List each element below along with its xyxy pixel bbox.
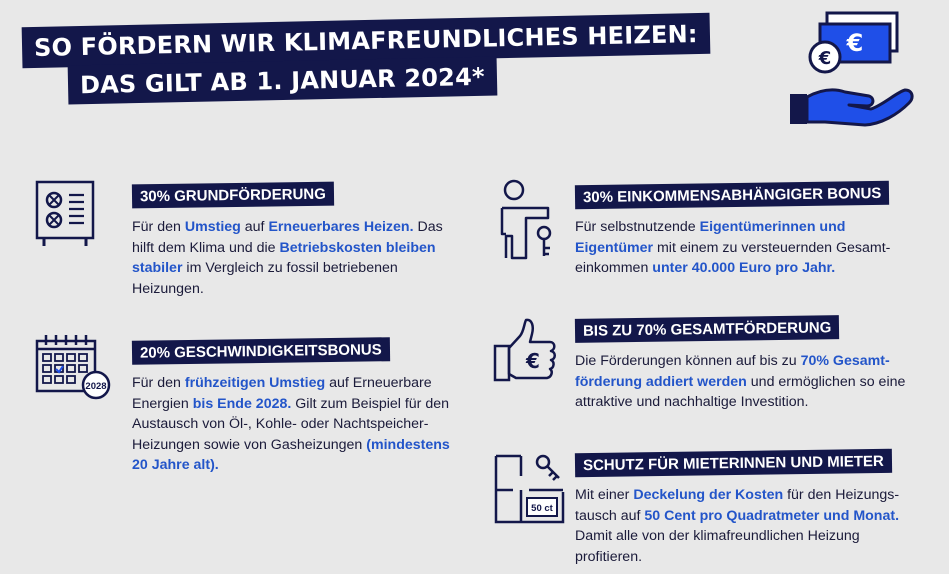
section-body (132, 373, 452, 476)
header-title-line-2: DAS GILT AB 1. JANUAR 2024* (68, 57, 497, 105)
section-geschwindigkeitsbonus (132, 339, 452, 476)
body-text: Damit alle von der klimafreundlichen Heizung profitieren. (575, 528, 860, 565)
body-text: Mit einer (575, 487, 634, 503)
section-gesamtfoerderung (575, 317, 915, 413)
floorplan-key-icon (493, 450, 565, 524)
heating-system-icon (34, 180, 96, 250)
section-body (575, 217, 915, 279)
body-text: auf Erneuerbare Energien (132, 375, 432, 412)
section-title: 30% EINKOMMENSABHÄNGIGER BONUS (575, 181, 890, 209)
highlighted-text: Umstieg (184, 219, 241, 235)
section-title: SCHUTZ FÜR MIETERINNEN UND MIETER (575, 449, 892, 477)
body-text: Gilt zum Beispiel für den Austausch von Öl-, Kohle- oder Nachtspeicher-Heizungen sowie von Gasheizungen (132, 395, 450, 453)
header-title-line-1: SO FÖRDERN WIR KLIMAFREUNDLICHES HEIZEN: (22, 13, 710, 68)
highlighted-text: (mindestens 20 Jahre alt). (132, 436, 450, 473)
body-text: auf (240, 219, 269, 235)
highlighted-text: frühzeitigen Umstieg (184, 375, 326, 391)
body-text: Das hilft dem Klima und die (132, 219, 443, 256)
highlighted-text: bis Ende 2028. (192, 395, 292, 412)
section-body (575, 351, 915, 413)
svg-text:€: € (846, 29, 864, 57)
highlighted-text: Erneuerbares Heizen. (268, 219, 414, 235)
section-title: BIS ZU 70% GESAMTFÖRDERUNG (575, 315, 840, 343)
highlighted-text: unter 40.000 Euro pro Jahr. (652, 260, 836, 276)
body-text: mit einem zu versteuernden Gesamteinkommen (575, 239, 891, 276)
section-title: 20% GESCHWINDIGKEITSBONUS (132, 337, 390, 365)
person-key-icon (498, 178, 558, 262)
highlighted-text: 70% Gesamtförderung addiert werden (575, 353, 890, 390)
body-text: im Vergleich zu fossil betriebenen Heizungen. (132, 260, 398, 297)
body-text: für den Heizungstausch auf (575, 487, 900, 524)
svg-text:€: € (818, 48, 832, 69)
highlighted-text: Deckelung der Kosten (633, 487, 784, 503)
body-text: Die Förderungen können auf bis zu (575, 353, 801, 369)
section-body (575, 485, 915, 567)
body-text: Für den (132, 375, 185, 391)
body-text: und ermöglichen so eine attraktive und nachhaltige Investition. (575, 373, 906, 410)
highlighted-text: 50 Cent pro Quadratmeter und Monat. (644, 507, 900, 524)
section-body (132, 217, 452, 299)
calendar-badge-label: 2028 (85, 381, 107, 392)
section-mieterschutz (575, 451, 915, 567)
body-text: Für selbstnutzende (575, 219, 700, 235)
section-grundfoerderung (132, 183, 452, 299)
highlighted-text: Eigentümerinnen und Eigentümer (575, 219, 846, 256)
calendar-icon (34, 333, 112, 401)
highlighted-text: Betriebskosten bleiben stabiler (132, 239, 436, 276)
section-einkommensbonus (575, 183, 915, 279)
floorplan-badge-label: 50 ct (531, 503, 553, 514)
section-title: 30% GRUNDFÖRDERUNG (132, 182, 334, 209)
thumbs-up-euro-icon (492, 316, 558, 384)
body-text: Für den (132, 219, 185, 235)
svg-text:€: € (526, 349, 540, 373)
euro-hand-icon (785, 10, 915, 132)
